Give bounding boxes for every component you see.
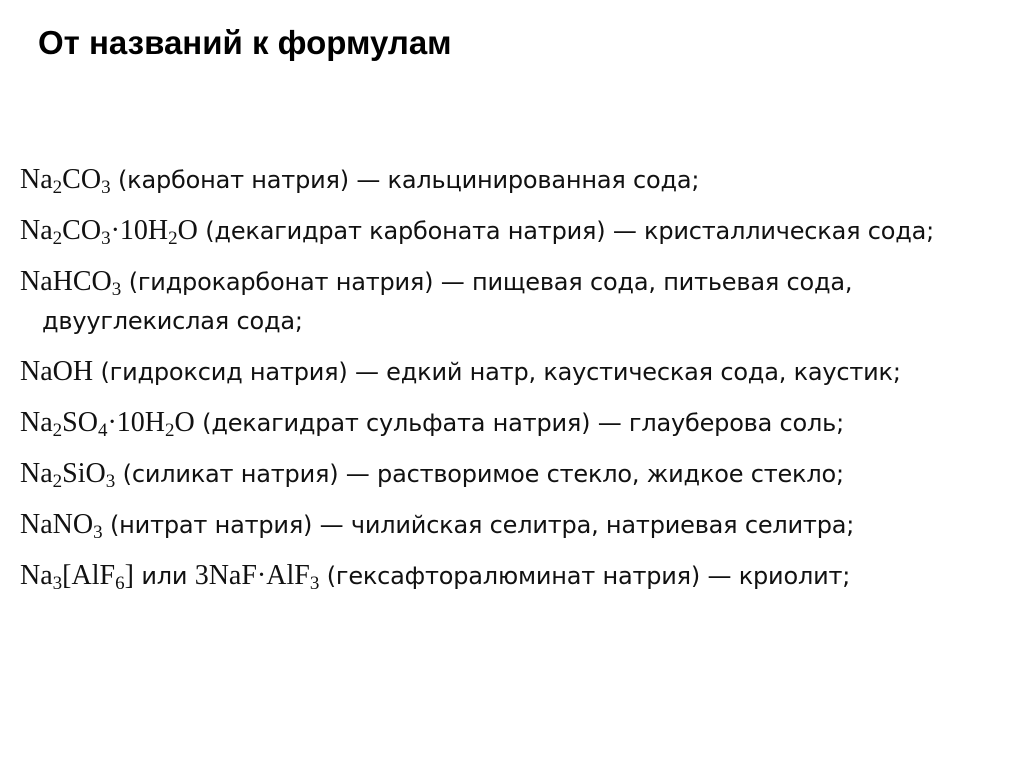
- formula-subscript: 3: [101, 228, 111, 249]
- compound-description: (гексафторалюминат натрия) — криолит;: [319, 562, 851, 590]
- formula-text: CO: [62, 164, 102, 195]
- formula-subscript: 3: [101, 177, 111, 198]
- formula-subscript: 2: [52, 420, 63, 441]
- compound-description: (гидроксид натрия) — едкий натр, каустическая сода, каустик;: [93, 358, 901, 386]
- formula-text: Na: [20, 560, 53, 591]
- formula-text: NaHCO: [20, 266, 112, 297]
- chemical-formula: [20, 215, 198, 249]
- chemical-formula: [309, 560, 320, 594]
- chemical-formula: [20, 356, 93, 387]
- formula-subscript: 3: [93, 522, 103, 543]
- formula-text: NaNO: [20, 509, 94, 540]
- formula-text: [AlF: [62, 560, 116, 591]
- formula-subscript: 2: [52, 471, 63, 492]
- formula-text: Na: [20, 215, 53, 246]
- compound-description: или: [133, 562, 195, 590]
- formula-subscript: 3: [309, 573, 320, 594]
- formula-subscript: 3: [105, 471, 116, 492]
- compound-entry: [20, 403, 1010, 442]
- chemical-formula: [20, 266, 122, 300]
- chemical-formula: [20, 407, 195, 441]
- chemical-formula: [20, 164, 111, 198]
- formula-text: ·10H: [110, 215, 169, 246]
- formula-subscript: 2: [168, 228, 178, 249]
- formula-text: CO: [62, 215, 102, 246]
- compound-entry: [20, 556, 1010, 595]
- formula-text: ]: [124, 560, 134, 591]
- formula-text: ·10H: [107, 407, 165, 438]
- chemical-formula: [20, 458, 116, 492]
- compound-description: (силикат натрия) — растворимое стекло, жидкое стекло;: [115, 460, 844, 488]
- formula-text: SiO: [62, 458, 106, 489]
- formula-subscript: 4: [97, 420, 108, 441]
- formula-text: Na: [20, 407, 53, 438]
- compound-entry: [20, 160, 1010, 199]
- slide-title: От названий к формулам: [38, 24, 452, 61]
- compound-description: (декагидрат карбоната натрия) — кристаллическая сода;: [197, 217, 935, 245]
- compound-entry: [20, 262, 1010, 340]
- formula-subscript: 3: [111, 279, 122, 300]
- compound-entry: [20, 454, 1010, 493]
- compound-description: (нитрат натрия) — чилийская селитра, натриевая селитра;: [102, 511, 855, 539]
- compound-description: (карбонат натрия) — кальцинированная сода;: [110, 166, 700, 194]
- formula-subscript: 2: [165, 420, 175, 441]
- compound-entry: [20, 211, 1010, 250]
- compound-description: (декагидрат сульфата натрия) — глауберова соль;: [194, 409, 845, 437]
- formula-subscript: 3: [52, 573, 63, 594]
- compound-list: [20, 160, 1010, 607]
- chemical-formula: [20, 509, 103, 543]
- formula-text: O: [177, 215, 198, 246]
- compound-description: (гидрокарбонат натрия) — пищевая сода, питьевая сода, двууглекислая сода;: [42, 268, 853, 335]
- formula-subscript: 2: [52, 228, 63, 249]
- compound-entry: [20, 505, 1010, 544]
- formula-subscript: 6: [115, 573, 125, 594]
- formula-subscript: 2: [52, 177, 63, 198]
- formula-text: Na: [20, 164, 53, 195]
- formula-text: Na: [20, 458, 53, 489]
- formula-text: O: [174, 407, 195, 438]
- chemical-formula: 3NaF·AlF: [194, 560, 310, 591]
- formula-text: NaOH: [20, 356, 94, 387]
- compound-entry: [20, 352, 1010, 391]
- formula-text: SO: [62, 407, 98, 438]
- chemical-formula: [20, 560, 134, 594]
